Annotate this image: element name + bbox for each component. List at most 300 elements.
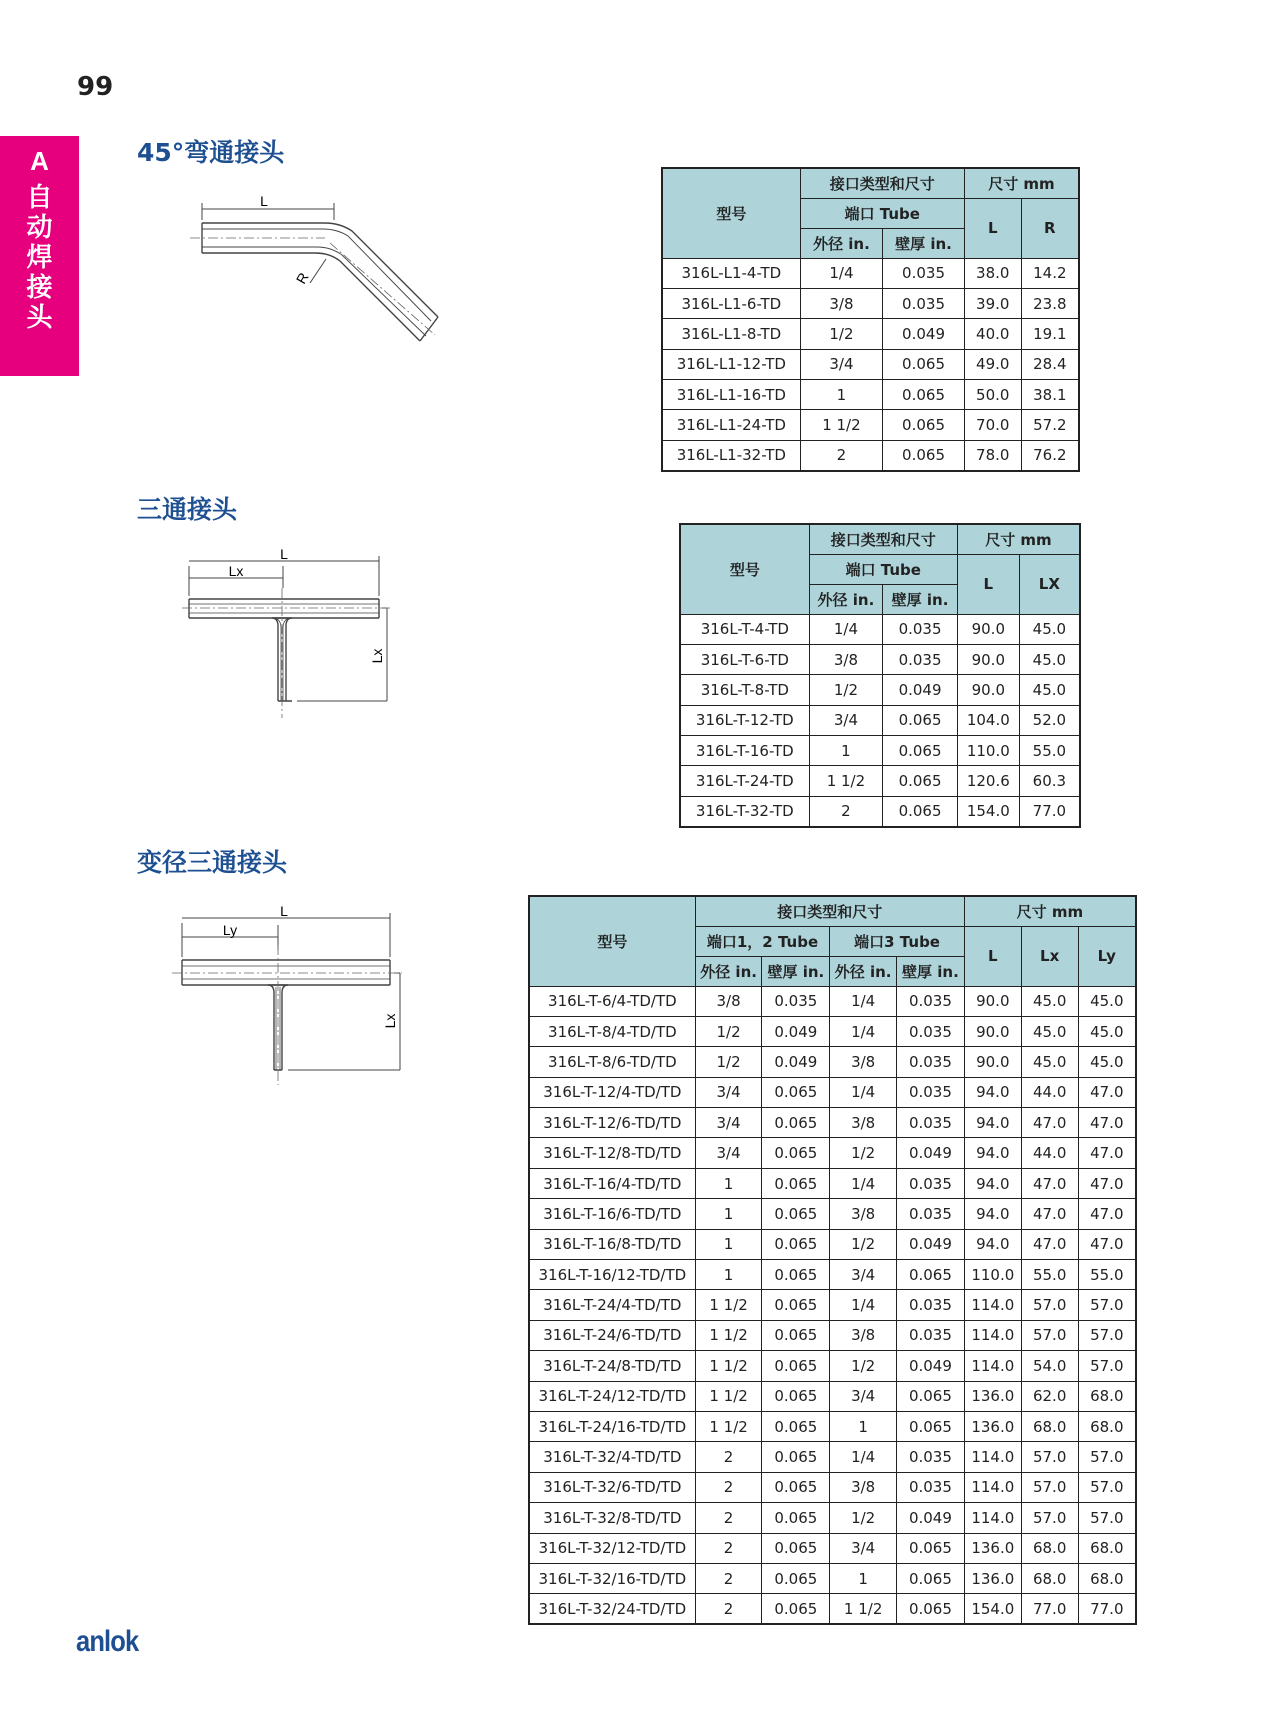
value-cell: 136.0	[964, 1563, 1021, 1593]
col-header-port-group: 接口类型和尺寸	[809, 524, 957, 554]
value-cell: 1	[695, 1168, 762, 1198]
value-cell: 14.2	[1021, 258, 1079, 288]
model-cell: 316L-T-12-TD	[680, 705, 809, 735]
value-cell: 45.0	[1078, 1016, 1136, 1046]
value-cell: 1/2	[830, 1503, 897, 1533]
value-cell: 136.0	[964, 1411, 1021, 1441]
value-cell: 55.0	[1019, 736, 1080, 766]
value-cell: 0.065	[762, 1594, 830, 1624]
value-cell: 0.065	[762, 1472, 830, 1502]
value-cell: 0.035	[897, 1472, 965, 1502]
value-cell: 136.0	[964, 1381, 1021, 1411]
value-cell: 3/8	[695, 986, 762, 1016]
value-cell: 57.0	[1078, 1320, 1136, 1350]
value-cell: 0.035	[883, 258, 965, 288]
value-cell: 60.3	[1019, 766, 1080, 796]
value-cell: 57.0	[1021, 1290, 1078, 1320]
value-cell: 114.0	[964, 1442, 1021, 1472]
model-cell: 316L-T-32/24-TD/TD	[529, 1594, 695, 1624]
value-cell: 1 1/2	[830, 1594, 897, 1624]
value-cell: 3/8	[830, 1320, 897, 1350]
table-row	[680, 766, 1080, 796]
value-cell: 70.0	[964, 410, 1021, 440]
table-row	[529, 1290, 1136, 1320]
value-cell: 94.0	[964, 1077, 1021, 1107]
table-row	[529, 1199, 1136, 1229]
value-cell: 77.0	[1019, 796, 1080, 826]
value-cell: 0.065	[762, 1411, 830, 1441]
col-header-port-group: 接口类型和尺寸	[695, 896, 964, 926]
value-cell: 3/4	[800, 349, 883, 379]
value-cell: 3/8	[830, 1047, 897, 1077]
model-cell: 316L-L1-16-TD	[662, 380, 800, 410]
value-cell: 0.035	[897, 1199, 965, 1229]
value-cell: 2	[695, 1472, 762, 1502]
col-header-port: 端口 Tube	[800, 198, 964, 228]
table-row	[529, 1320, 1136, 1350]
value-cell: 1/4	[830, 1077, 897, 1107]
value-cell: 0.065	[897, 1594, 965, 1624]
model-cell: 316L-T-16/6-TD/TD	[529, 1199, 695, 1229]
elbow-45-drawing	[190, 195, 450, 350]
value-cell: 1 1/2	[800, 410, 883, 440]
value-cell: 1/4	[809, 614, 883, 644]
value-cell: 23.8	[1021, 288, 1079, 318]
value-cell: 1/2	[830, 1138, 897, 1168]
dimension-Lx-side-label: Lx	[382, 1013, 398, 1029]
reducing-tee-drawing	[172, 905, 407, 1085]
model-cell: 316L-L1-6-TD	[662, 288, 800, 318]
value-cell: 1	[695, 1229, 762, 1259]
elbow-45-spec-table	[661, 167, 1080, 472]
value-cell: 3/4	[830, 1260, 897, 1290]
value-cell: 1	[830, 1411, 897, 1441]
value-cell: 0.065	[883, 766, 958, 796]
table-row	[529, 986, 1136, 1016]
model-cell: 316L-T-32/8-TD/TD	[529, 1503, 695, 1533]
value-cell: 3/8	[809, 644, 883, 674]
table-body	[662, 258, 1079, 471]
table-row	[680, 736, 1080, 766]
value-cell: 47.0	[1021, 1199, 1078, 1229]
value-cell: 90.0	[957, 614, 1019, 644]
col-header-port12: 端口1，2 Tube	[695, 926, 830, 956]
value-cell: 0.049	[897, 1229, 965, 1259]
col-header-dimension: 尺寸 mm	[964, 168, 1079, 198]
value-cell: 90.0	[964, 1047, 1021, 1077]
value-cell: 45.0	[1021, 1047, 1078, 1077]
table-row	[680, 614, 1080, 644]
model-cell: 316L-T-24/12-TD/TD	[529, 1381, 695, 1411]
value-cell: 68.0	[1078, 1533, 1136, 1563]
value-cell: 1 1/2	[695, 1411, 762, 1441]
value-cell: 1/2	[830, 1351, 897, 1381]
value-cell: 0.049	[883, 319, 965, 349]
table-row	[529, 1594, 1136, 1624]
value-cell: 154.0	[964, 1594, 1021, 1624]
value-cell: 0.035	[897, 1077, 965, 1107]
col-header-dimension: 尺寸 mm	[957, 524, 1080, 554]
value-cell: 47.0	[1078, 1168, 1136, 1198]
value-cell: 2	[800, 440, 883, 470]
value-cell: 45.0	[1019, 675, 1080, 705]
col-header-model: 型号	[662, 168, 800, 258]
table-row	[529, 1533, 1136, 1563]
model-cell: 316L-T-32/12-TD/TD	[529, 1533, 695, 1563]
table-row	[680, 796, 1080, 826]
table-row	[529, 1077, 1136, 1107]
table-row	[529, 1016, 1136, 1046]
value-cell: 1/2	[830, 1229, 897, 1259]
table-body	[680, 614, 1080, 827]
value-cell: 0.035	[883, 644, 958, 674]
table-row	[662, 410, 1079, 440]
value-cell: 0.065	[762, 1351, 830, 1381]
value-cell: 0.065	[762, 1229, 830, 1259]
col-header-model: 型号	[529, 896, 695, 986]
value-cell: 2	[809, 796, 883, 826]
value-cell: 45.0	[1078, 1047, 1136, 1077]
value-cell: 49.0	[964, 349, 1021, 379]
value-cell: 114.0	[964, 1290, 1021, 1320]
value-cell: 1/4	[830, 1168, 897, 1198]
value-cell: 77.0	[1078, 1594, 1136, 1624]
value-cell: 47.0	[1078, 1108, 1136, 1138]
value-cell: 40.0	[964, 319, 1021, 349]
value-cell: 94.0	[964, 1108, 1021, 1138]
value-cell: 154.0	[957, 796, 1019, 826]
value-cell: 0.065	[897, 1563, 965, 1593]
value-cell: 0.049	[897, 1138, 965, 1168]
value-cell: 68.0	[1078, 1381, 1136, 1411]
col-header-L: L	[964, 198, 1021, 258]
col-header-od-12: 外径 in.	[695, 956, 762, 986]
col-header-wall: 壁厚 in.	[883, 584, 958, 614]
value-cell: 0.065	[883, 440, 965, 470]
value-cell: 19.1	[1021, 319, 1079, 349]
value-cell: 0.065	[883, 736, 958, 766]
value-cell: 110.0	[957, 736, 1019, 766]
value-cell: 0.065	[762, 1199, 830, 1229]
model-cell: 316L-L1-12-TD	[662, 349, 800, 379]
value-cell: 38.1	[1021, 380, 1079, 410]
value-cell: 3/8	[800, 288, 883, 318]
value-cell: 0.065	[883, 796, 958, 826]
value-cell: 57.0	[1078, 1503, 1136, 1533]
value-cell: 94.0	[964, 1199, 1021, 1229]
value-cell: 1 1/2	[695, 1320, 762, 1350]
value-cell: 2	[695, 1563, 762, 1593]
model-cell: 316L-T-6/4-TD/TD	[529, 986, 695, 1016]
model-cell: 316L-T-24/6-TD/TD	[529, 1320, 695, 1350]
col-header-od-3: 外径 in.	[830, 956, 897, 986]
value-cell: 44.0	[1021, 1138, 1078, 1168]
col-header-R: R	[1021, 198, 1079, 258]
value-cell: 110.0	[964, 1260, 1021, 1290]
value-cell: 0.065	[762, 1260, 830, 1290]
col-header-L: L	[964, 926, 1021, 986]
value-cell: 47.0	[1021, 1168, 1078, 1198]
col-header-L: L	[957, 554, 1019, 614]
col-header-wall-12: 壁厚 in.	[762, 956, 830, 986]
model-cell: 316L-T-16-TD	[680, 736, 809, 766]
value-cell: 0.065	[762, 1077, 830, 1107]
model-cell: 316L-T-16/4-TD/TD	[529, 1168, 695, 1198]
category-letter: A	[30, 146, 49, 176]
value-cell: 0.049	[897, 1503, 965, 1533]
table-row	[529, 1168, 1136, 1198]
value-cell: 2	[695, 1503, 762, 1533]
value-cell: 0.065	[897, 1533, 965, 1563]
value-cell: 57.0	[1021, 1442, 1078, 1472]
model-cell: 316L-T-6-TD	[680, 644, 809, 674]
table-row	[680, 644, 1080, 674]
value-cell: 45.0	[1021, 1016, 1078, 1046]
value-cell: 28.4	[1021, 349, 1079, 379]
model-cell: 316L-L1-4-TD	[662, 258, 800, 288]
model-cell: 316L-T-24/8-TD/TD	[529, 1351, 695, 1381]
table-row	[662, 380, 1079, 410]
value-cell: 3/8	[830, 1472, 897, 1502]
table-row	[529, 1351, 1136, 1381]
value-cell: 1	[695, 1260, 762, 1290]
value-cell: 0.035	[897, 1108, 965, 1138]
dimension-L-label: L	[280, 905, 288, 919]
value-cell: 94.0	[964, 1138, 1021, 1168]
value-cell: 1 1/2	[695, 1381, 762, 1411]
value-cell: 68.0	[1021, 1563, 1078, 1593]
tee-drawing	[182, 548, 402, 728]
model-cell: 316L-T-24-TD	[680, 766, 809, 796]
value-cell: 0.049	[897, 1351, 965, 1381]
table-row	[529, 1108, 1136, 1138]
model-cell: 316L-T-8/4-TD/TD	[529, 1016, 695, 1046]
dimension-R-label: R	[292, 269, 312, 287]
value-cell: 0.065	[883, 380, 965, 410]
value-cell: 1/4	[830, 1290, 897, 1320]
value-cell: 90.0	[964, 1016, 1021, 1046]
value-cell: 62.0	[1021, 1381, 1078, 1411]
value-cell: 1/2	[809, 675, 883, 705]
value-cell: 55.0	[1021, 1260, 1078, 1290]
value-cell: 1	[800, 380, 883, 410]
value-cell: 0.065	[883, 349, 965, 379]
value-cell: 50.0	[964, 380, 1021, 410]
col-header-model: 型号	[680, 524, 809, 614]
value-cell: 94.0	[964, 1168, 1021, 1198]
value-cell: 3/4	[809, 705, 883, 735]
col-header-port: 端口 Tube	[809, 554, 957, 584]
value-cell: 57.0	[1078, 1442, 1136, 1472]
value-cell: 0.035	[897, 1320, 965, 1350]
value-cell: 0.065	[762, 1320, 830, 1350]
col-header-wall: 壁厚 in.	[883, 228, 965, 258]
value-cell: 1/2	[695, 1047, 762, 1077]
model-cell: 316L-T-8-TD	[680, 675, 809, 705]
value-cell: 0.035	[897, 1047, 965, 1077]
table-row	[662, 319, 1079, 349]
value-cell: 2	[695, 1533, 762, 1563]
value-cell: 1 1/2	[695, 1290, 762, 1320]
value-cell: 0.065	[897, 1260, 965, 1290]
value-cell: 0.035	[897, 986, 965, 1016]
value-cell: 45.0	[1019, 644, 1080, 674]
dimension-Lx-side-label: Lx	[369, 648, 385, 664]
dimension-L-label: L	[260, 195, 268, 209]
value-cell: 78.0	[964, 440, 1021, 470]
col-header-od: 外径 in.	[809, 584, 883, 614]
value-cell: 45.0	[1078, 986, 1136, 1016]
value-cell: 57.0	[1021, 1503, 1078, 1533]
model-cell: 316L-T-12/4-TD/TD	[529, 1077, 695, 1107]
value-cell: 57.0	[1078, 1351, 1136, 1381]
value-cell: 114.0	[964, 1472, 1021, 1502]
col-header-port3: 端口3 Tube	[830, 926, 965, 956]
value-cell: 1 1/2	[809, 766, 883, 796]
value-cell: 0.049	[762, 1016, 830, 1046]
value-cell: 3/4	[830, 1381, 897, 1411]
value-cell: 3/4	[695, 1108, 762, 1138]
value-cell: 1	[830, 1563, 897, 1593]
value-cell: 57.0	[1021, 1320, 1078, 1350]
value-cell: 45.0	[1019, 614, 1080, 644]
value-cell: 38.0	[964, 258, 1021, 288]
col-header-wall-3: 壁厚 in.	[897, 956, 965, 986]
value-cell: 57.2	[1021, 410, 1079, 440]
value-cell: 47.0	[1078, 1077, 1136, 1107]
value-cell: 0.065	[762, 1442, 830, 1472]
value-cell: 54.0	[1021, 1351, 1078, 1381]
section-title-tee: 三通接头	[137, 495, 238, 524]
value-cell: 1/4	[800, 258, 883, 288]
value-cell: 0.035	[883, 614, 958, 644]
value-cell: 0.065	[762, 1563, 830, 1593]
dimension-L-label: L	[280, 548, 288, 562]
brand-logo: anlok	[76, 1625, 139, 1658]
value-cell: 0.035	[897, 1442, 965, 1472]
table-row	[529, 1411, 1136, 1441]
value-cell: 68.0	[1078, 1563, 1136, 1593]
value-cell: 90.0	[957, 644, 1019, 674]
section-title-reducing-tee: 变径三通接头	[137, 848, 288, 877]
model-cell: 316L-T-4-TD	[680, 614, 809, 644]
category-tab	[0, 136, 79, 376]
value-cell: 39.0	[964, 288, 1021, 318]
table-row	[529, 1472, 1136, 1502]
model-cell: 316L-T-32/16-TD/TD	[529, 1563, 695, 1593]
model-cell: 316L-T-24/16-TD/TD	[529, 1411, 695, 1441]
col-header-port-group: 接口类型和尺寸	[800, 168, 964, 198]
value-cell: 136.0	[964, 1533, 1021, 1563]
value-cell: 120.6	[957, 766, 1019, 796]
table-row	[680, 705, 1080, 735]
model-cell: 316L-T-8/6-TD/TD	[529, 1047, 695, 1077]
col-header-Ly: Ly	[1078, 926, 1136, 986]
reducing-tee-spec-table	[528, 895, 1137, 1625]
dimension-Lx-label: Lx	[228, 563, 244, 579]
value-cell: 68.0	[1078, 1411, 1136, 1441]
value-cell: 44.0	[1021, 1077, 1078, 1107]
table-row	[662, 349, 1079, 379]
value-cell: 0.049	[762, 1047, 830, 1077]
value-cell: 57.0	[1078, 1472, 1136, 1502]
table-row	[529, 1229, 1136, 1259]
section-title-45-elbow: 45°弯通接头	[137, 138, 285, 167]
model-cell: 316L-L1-24-TD	[662, 410, 800, 440]
table-body	[529, 986, 1136, 1624]
value-cell: 1	[695, 1199, 762, 1229]
value-cell: 68.0	[1021, 1533, 1078, 1563]
col-header-LX: LX	[1019, 554, 1080, 614]
table-row	[529, 1563, 1136, 1593]
value-cell: 1 1/2	[695, 1351, 762, 1381]
value-cell: 0.035	[762, 986, 830, 1016]
value-cell: 1/4	[830, 1016, 897, 1046]
value-cell: 114.0	[964, 1503, 1021, 1533]
value-cell: 47.0	[1078, 1229, 1136, 1259]
value-cell: 2	[695, 1594, 762, 1624]
value-cell: 0.065	[762, 1108, 830, 1138]
value-cell: 55.0	[1078, 1260, 1136, 1290]
value-cell: 0.065	[762, 1168, 830, 1198]
model-cell: 316L-T-12/8-TD/TD	[529, 1138, 695, 1168]
value-cell: 77.0	[1021, 1594, 1078, 1624]
table-row	[680, 675, 1080, 705]
table-row	[529, 1260, 1136, 1290]
value-cell: 0.065	[762, 1533, 830, 1563]
table-row	[529, 1138, 1136, 1168]
col-header-dimension: 尺寸 mm	[964, 896, 1136, 926]
col-header-Lx: Lx	[1021, 926, 1078, 986]
value-cell: 0.065	[762, 1381, 830, 1411]
value-cell: 76.2	[1021, 440, 1079, 470]
value-cell: 90.0	[957, 675, 1019, 705]
value-cell: 114.0	[964, 1320, 1021, 1350]
value-cell: 2	[695, 1442, 762, 1472]
value-cell: 0.065	[762, 1290, 830, 1320]
value-cell: 0.065	[762, 1503, 830, 1533]
model-cell: 316L-L1-32-TD	[662, 440, 800, 470]
value-cell: 0.065	[897, 1411, 965, 1441]
value-cell: 68.0	[1021, 1411, 1078, 1441]
value-cell: 45.0	[1021, 986, 1078, 1016]
model-cell: 316L-T-24/4-TD/TD	[529, 1290, 695, 1320]
value-cell: 52.0	[1019, 705, 1080, 735]
value-cell: 47.0	[1078, 1138, 1136, 1168]
value-cell: 0.065	[897, 1381, 965, 1411]
tee-spec-table	[679, 523, 1081, 828]
page-number: 99	[77, 72, 114, 102]
table-row	[662, 440, 1079, 470]
value-cell: 57.0	[1078, 1290, 1136, 1320]
value-cell: 0.065	[883, 410, 965, 440]
value-cell: 94.0	[964, 1229, 1021, 1259]
value-cell: 3/8	[830, 1108, 897, 1138]
value-cell: 1/2	[695, 1016, 762, 1046]
value-cell: 0.035	[897, 1290, 965, 1320]
value-cell: 3/8	[830, 1199, 897, 1229]
value-cell: 0.035	[897, 1168, 965, 1198]
value-cell: 57.0	[1021, 1472, 1078, 1502]
table-row	[529, 1381, 1136, 1411]
value-cell: 3/4	[830, 1533, 897, 1563]
value-cell: 90.0	[964, 986, 1021, 1016]
value-cell: 0.065	[762, 1138, 830, 1168]
value-cell: 0.065	[883, 705, 958, 735]
model-cell: 316L-L1-8-TD	[662, 319, 800, 349]
value-cell: 3/4	[695, 1138, 762, 1168]
value-cell: 104.0	[957, 705, 1019, 735]
